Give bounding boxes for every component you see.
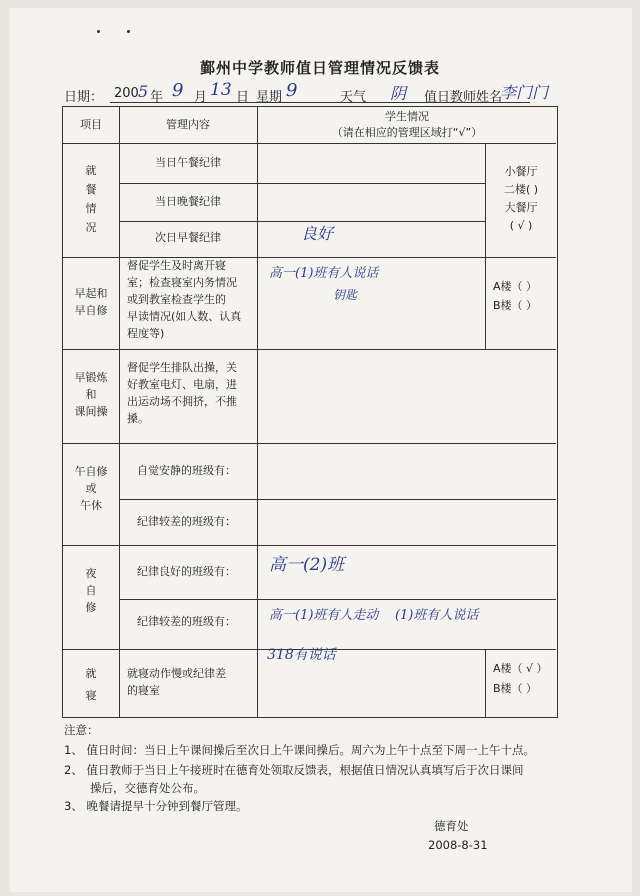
breakfast-handwritten: 良好 [301,224,334,243]
teacher-handwritten: 李门门 [500,83,549,102]
sec4-good: 自觉安静的班级有： [137,464,236,477]
date-label: 日期： [64,90,104,105]
grid-line [119,499,556,500]
weather-label: 天气 [340,90,367,105]
weekday-label: 星期 [256,90,283,105]
sec3-label: 早锻炼 和 课间操 [74,371,108,418]
sec2-handwritten-2: 钥匙 [333,288,358,302]
canteen-options: 小餐厅 二楼( ) 大餐厅 ( √ ) [503,165,539,232]
sec5-bad-handwritten: 高一(1)班有人走动 (1)班有人说话 [269,608,479,623]
form-title: 鄞州中学教师值日管理情况反馈表 [199,59,440,77]
sec4-bad: 纪律较差的班级有： [137,515,236,528]
note-1: 1、 值日时间：当日上午课间操后至次日上午课间操后。周六为上午十点至下周一上午十点。 [64,743,535,757]
grid-line [63,545,556,546]
sec6-label: 就 寝 [85,667,97,702]
year-label: 年 [150,90,164,105]
sec6-handwritten: 318有说话 [267,647,336,663]
footer-date: 2008-8-31 [428,838,488,852]
grid-line [257,107,258,717]
dinner-discipline: 当日晚餐纪律 [155,195,221,208]
sec5-good-handwritten: 高一(2)班 [269,555,345,575]
feedback-table [62,106,558,718]
punch-hole [127,30,130,33]
weather-handwritten: 阴 [390,84,407,103]
header-student: 学生情况 [385,110,429,123]
sec2-building-options: A楼（ ） B楼（ ） [493,280,538,312]
sec5-bad: 纪律较差的班级有： [137,615,236,628]
breakfast-discipline: 次日早餐纪律 [155,231,221,244]
day-handwritten: 13 [210,80,232,100]
weekday-handwritten: 9 [286,80,298,101]
grid-line [119,599,556,600]
grid-line [63,349,556,350]
sec2-handwritten-1: 高一(1)班有人说话 [269,266,379,281]
teacher-label: 值日教师姓名 [424,90,503,105]
punch-hole [97,30,100,33]
sec5-good: 纪律良好的班级有： [137,565,236,578]
sec1-label: 就 餐 情 况 [85,164,97,234]
month-handwritten: 9 [172,80,184,101]
header-student-note: （请在相应的管理区域打“√”） [331,126,483,139]
notes-heading: 注意： [64,723,99,737]
grid-line [63,143,556,144]
sec2-label: 早起和 早自修 [74,287,108,317]
month-label: 月 [194,90,208,105]
sec4-label: 午自修 或 午休 [74,465,108,512]
date-underline [110,102,530,103]
header-item: 项目 [80,118,102,131]
grid-line [119,183,485,184]
sec6-content: 就寝动作慢或纪律差 的寝室 [127,667,226,697]
lunch-discipline: 当日午餐纪律 [155,156,221,169]
year-prefix: 200 [114,86,139,101]
day-label: 日 [236,90,250,105]
note-3: 3、 晚餐请提早十分钟到餐厅管理。 [64,799,248,813]
grid-line [119,221,485,222]
note-2: 2、 值日教师于当日上午接班时在德育处领取反馈表，根据值日情况认真填写后于次日课间 [64,763,524,777]
sec3-content: 督促学生排队出操，关 好教室电灯、电扇，进 出运动场不拥挤，不推 搡。 [127,361,237,425]
sec5-label: 夜 自 修 [85,567,97,614]
note-2-cont: 操后，交德育处公布。 [90,781,205,795]
sec2-content: 督促学生及时离开寝 室；检查寝室内务情况 或到教室检查学生的 早读情况(如人数、认真 程度等) [127,259,242,340]
sec6-building-options: A楼（ √ ） B楼（ ） [493,662,548,695]
year-handwritten: 5 [138,82,149,101]
footer-dept: 德育处 [434,819,469,833]
grid-line [63,443,556,444]
grid-line [485,649,486,717]
header-content: 管理内容 [166,118,210,131]
grid-line [485,257,486,349]
